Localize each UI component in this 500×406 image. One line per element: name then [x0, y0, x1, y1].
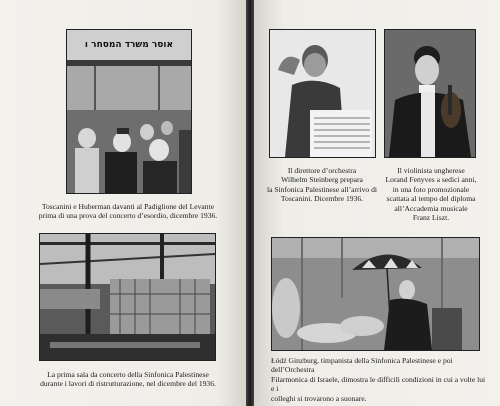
hebrew-sign-text: אוסר משרד המסחר ו: [84, 40, 174, 50]
caption-line: in una foto promozionale: [392, 184, 470, 194]
photo-toscanini-huberman: [66, 29, 192, 194]
caption-line: all’Accademia musicale: [394, 203, 468, 213]
photo-steinberg-conductor: [269, 29, 376, 158]
caption-line: Toscanini. Dicembre 1936.: [280, 194, 364, 204]
caption-line: La prima sala da concerto della Sinfonica Palestinese: [47, 370, 209, 379]
caption-line: Lorand Fenyves a sedici anni,: [385, 175, 477, 185]
caption-line: Filarmonica di Israele, dimostra le difficili condizioni in cui a volte lui e i: [271, 374, 486, 394]
left-page: [0, 0, 246, 406]
caption-photo-1: [30, 202, 226, 221]
photo-fenyves-violinist: [384, 29, 476, 158]
photo-ginzburg-timpanist: [271, 237, 480, 351]
caption-line: la Sinfonica Palestinese all’arrivo di: [266, 184, 378, 194]
caption-photo-3: [262, 166, 382, 204]
caption-line: scattata al tempo del diploma: [386, 194, 476, 204]
caption-photo-4: [379, 166, 483, 222]
caption-line: colleghi si trovarono a suonare.: [271, 393, 367, 403]
caption-photo-2: [30, 370, 226, 389]
caption-line: Il direttore d’orchestra: [287, 166, 357, 175]
caption-photo-5: [271, 356, 486, 403]
photo-concert-hall-renovation: [39, 233, 216, 361]
caption-line: Łódź Ginzburg, timpanista della Sinfonica Palestinese e poi dell’Orchestra: [271, 356, 453, 375]
caption-line: prima di una prova del concerto d’esordio, dicembre 1936.: [38, 211, 218, 221]
right-page: [254, 0, 500, 406]
caption-line: Wilhelm Steinberg prepara: [281, 175, 363, 185]
caption-line: durante i lavori di ristrutturazione, nel dicembre del 1936.: [40, 379, 216, 389]
caption-line: Toscanini e Huberman davanti al Padiglione del Levante: [41, 202, 215, 211]
caption-line: Il violinista ungherese: [397, 166, 465, 175]
book-gutter: [246, 0, 254, 406]
caption-line: Franz Liszt.: [412, 213, 450, 223]
